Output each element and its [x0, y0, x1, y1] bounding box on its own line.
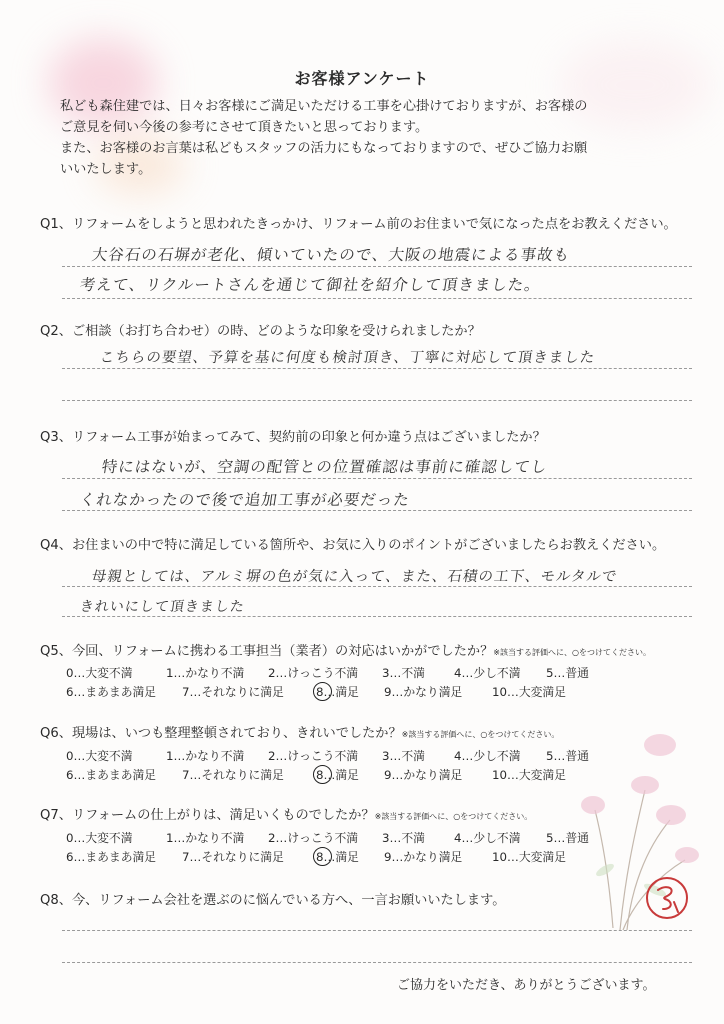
answer-3-line-1: 特にはないが、空調の配管との位置確認は事前に確認してし: [100, 458, 549, 476]
question-2: Q2、ご相談（お打ち合わせ）の時、どのような印象を受けられましたか？: [40, 324, 481, 339]
rating-option[interactable]: 1…かなり不満: [166, 666, 245, 680]
question-6-text: Q6、現場は、いつも整理整頓されており、きれいでしたか？: [40, 726, 402, 741]
answer-rule: [62, 616, 692, 617]
rating-option-selected[interactable]: 8…満足: [316, 766, 359, 783]
question-8: Q8、今、リフォーム会社を選ぶのに悩んでいる方へ、一言お願いいたします。: [40, 893, 506, 908]
question-6-hint: ※該当する評価へに、○をつけてください。: [401, 730, 560, 739]
answer-rule: [62, 478, 692, 479]
intro-line: ご意見を伺い今後の参考にさせて頂きたいと思っております。: [60, 120, 429, 135]
rating-option[interactable]: 3…不満: [382, 666, 425, 680]
rating-option[interactable]: 9…かなり満足: [384, 685, 463, 699]
survey-title: お客様アンケート: [294, 69, 430, 88]
question-5-hint: ※該当する評価へに、○をつけてください。: [493, 648, 651, 657]
answer-4-line-2: きれいにして頂きました: [78, 599, 246, 615]
rating-option[interactable]: 6…まあまあ満足: [66, 768, 157, 782]
question-3: Q3、リフォーム工事が始まってみて、契約前の印象と何か違う点はございましたか？: [40, 430, 546, 445]
answer-rule: [62, 298, 692, 299]
rating-option[interactable]: 10…大変満足: [492, 768, 567, 782]
answer-rule: [62, 510, 692, 511]
rating-option[interactable]: 1…かなり不満: [166, 831, 245, 845]
rating-option-selected[interactable]: 8…満足: [316, 683, 359, 700]
rating-option[interactable]: 7…それなりに満足: [182, 850, 284, 864]
question-4: Q4、お住まいの中で特に満足している箇所や、お気に入りのポイントがございましたらお教えください。: [40, 538, 666, 553]
thank-you-footer: ご協力をいただき、ありがとうございます。: [397, 978, 656, 993]
selected-circle-mark: [313, 765, 332, 784]
answer-rule: [62, 962, 692, 963]
rating-option[interactable]: 7…それなりに満足: [182, 768, 284, 782]
rating-option[interactable]: 2…けっこう不満: [268, 831, 359, 845]
question-7-hint: ※該当する評価へに、○をつけてください。: [374, 812, 533, 821]
rating-option[interactable]: 9…かなり満足: [384, 850, 463, 864]
answer-1-line-2: 考えて、リクルートさんを通じて御社を紹介して頂きました。: [78, 276, 543, 294]
rating-option[interactable]: 4…少し不満: [454, 831, 521, 845]
question-5: [40, 640, 700, 659]
rating-option[interactable]: 4…少し不満: [454, 666, 521, 680]
selected-circle-mark: [313, 847, 332, 866]
rating-option[interactable]: 3…不満: [382, 831, 425, 845]
rating-option[interactable]: 7…それなりに満足: [182, 685, 284, 699]
rating-option[interactable]: 6…まあまあ満足: [66, 685, 157, 699]
rating-option[interactable]: 1…かなり不満: [166, 749, 245, 763]
answer-rule: [62, 586, 692, 587]
question-7-text: Q7、リフォームの仕上がりは、満足いくものでしたか？: [40, 808, 375, 823]
rating-option[interactable]: 3…不満: [382, 749, 425, 763]
answer-3-line-2: くれなかったので後で追加工事が必要だった: [78, 491, 412, 509]
rating-option[interactable]: 4…少し不満: [454, 749, 521, 763]
intro-line: また、お客様のお言葉は私どもスタッフの活力にもなっておりますので、ぜひご協力お願: [60, 141, 588, 156]
question-1: Q1、リフォームをしようと思われたきっかけ、リフォーム前のお住まいで気になった点をお教えください。: [40, 217, 677, 232]
question-5-text: Q5、今回、リフォームに携わる工事担当（業者）の対応はいかがでしたか？: [40, 644, 494, 659]
rating-option[interactable]: 2…けっこう不満: [268, 666, 359, 680]
answer-1-line-1: 大谷石の石塀が老化、傾いていたので、大阪の地震による事故も: [90, 246, 572, 264]
answer-rule: [62, 400, 692, 401]
rating-option[interactable]: 2…けっこう不満: [268, 749, 359, 763]
rating-option-selected[interactable]: 8…満足: [316, 848, 359, 865]
answer-rule: [62, 368, 692, 369]
rating-option[interactable]: 0…大変不満: [66, 749, 133, 763]
rating-option[interactable]: 5…普通: [546, 749, 589, 763]
rating-option[interactable]: 9…かなり満足: [384, 768, 463, 782]
red-circled-mark-stamp: [643, 874, 691, 922]
intro-line: 私ども森住建では、日々お客様にご満足いただける工事を心掛けておりますが、お客様の: [60, 99, 588, 114]
rating-option[interactable]: 0…大変不満: [66, 666, 133, 680]
rating-option[interactable]: 5…普通: [546, 831, 589, 845]
answer-rule: [62, 266, 692, 267]
rating-option[interactable]: 0…大変不満: [66, 831, 133, 845]
selected-circle-mark: [313, 682, 332, 701]
intro-text: [60, 96, 700, 180]
rating-option[interactable]: 10…大変満足: [492, 685, 567, 699]
answer-2-line-1: こちらの要望、予算を基に何度も検討頂き、丁寧に対応して頂きました: [98, 350, 597, 366]
rating-option[interactable]: 5…普通: [546, 666, 589, 680]
answer-4-line-1: 母親としては、アルミ塀の色が気に入って、また、石積の工下、モルタルで: [90, 569, 619, 585]
rating-option[interactable]: 10…大変満足: [492, 850, 567, 864]
intro-line: いいたします。: [60, 162, 152, 177]
rating-option[interactable]: 6…まあまあ満足: [66, 850, 157, 864]
